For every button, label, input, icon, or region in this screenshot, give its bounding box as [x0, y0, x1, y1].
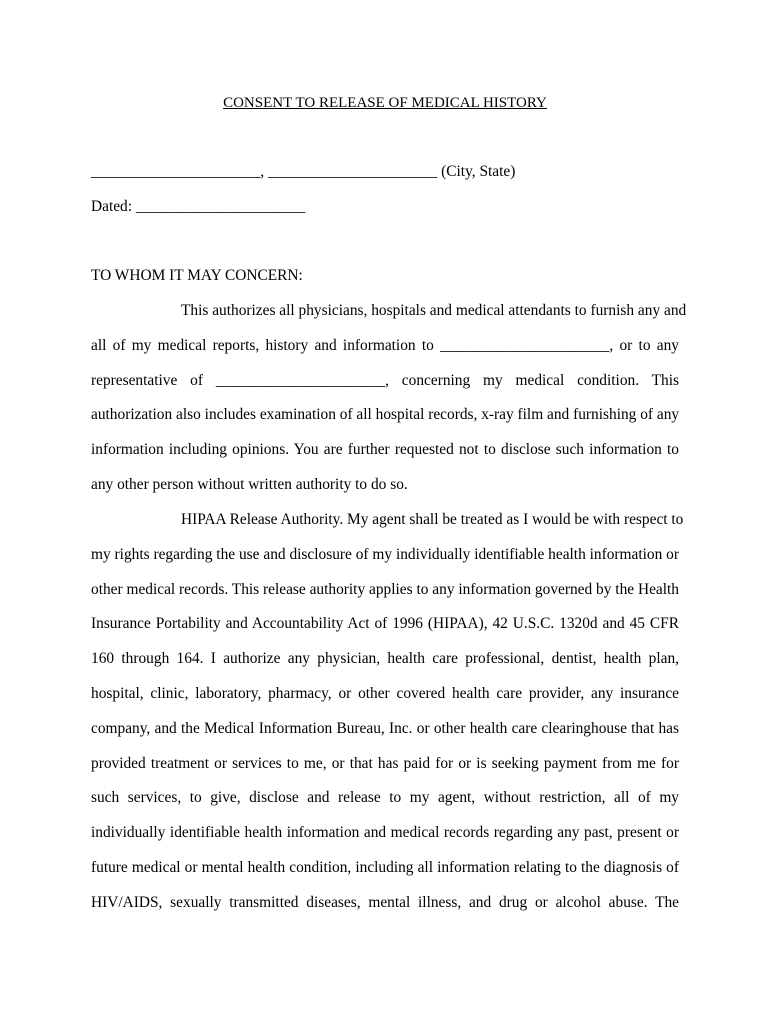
paragraph-line: my rights regarding the use and disclosure of my individually identifiable health information or: [91, 545, 679, 563]
paragraph-line: 160 through 164. I authorize any physician, health care professional, dentist, health plan,: [91, 650, 679, 668]
paragraph-line: other medical records. This release authority applies to any information governed by the Health: [91, 580, 679, 598]
paragraph-line: This authorizes all physicians, hospitals and medical attendants to furnish any and: [181, 302, 687, 319]
paragraph-line: authorization also includes examination of all hospital records, x-ray film and furnishing of any: [91, 406, 680, 424]
document-title: CONSENT TO RELEASE OF MEDICAL HISTORY: [223, 95, 547, 111]
paragraph-line: hospital, clinic, laboratory, pharmacy, or other covered health care provider, any insurance: [91, 684, 679, 702]
authorization-paragraph: [91, 294, 687, 503]
paragraph-line: HIPAA Release Authority. My agent shall be treated as I would be with respect to: [181, 511, 684, 528]
paragraph-line: any other person without written authority to do so.: [91, 475, 408, 493]
hipaa-paragraph: [91, 503, 684, 921]
paragraph-line: provided treatment or services to me, or that has paid for or is seeking payment from me for: [91, 754, 679, 772]
paragraph-line: such services, to give, disclose and release to my agent, without restriction, all of my: [91, 789, 679, 807]
paragraph-line: individually identifiable health information and medical records regarding any past, present or: [91, 824, 679, 842]
paragraph-line: HIV/AIDS, sexually transmitted diseases, mental illness, and drug or alcohol abuse. The: [91, 893, 679, 911]
paragraph-line: information including opinions. You are further requested not to disclose such information to: [91, 441, 679, 459]
dated-line: Dated: ______________________: [91, 198, 306, 215]
salutation: TO WHOM IT MAY CONCERN:: [91, 267, 303, 284]
paragraph-line: representative of ______________________, concerning my medical condition. This: [91, 371, 679, 389]
paragraph-line: Insurance Portability and Accountability Act of 1996 (HIPAA), 42 U.S.C. 1320d and 45 CFR: [91, 615, 679, 633]
paragraph-line: future medical or mental health condition, including all information relating to the diagnosis of: [91, 858, 679, 876]
city-state-line: ______________________, ______________________ (City, State): [91, 163, 516, 180]
paragraph-line: all of my medical reports, history and information to ______________________, or to any: [91, 336, 679, 354]
paragraph-line: company, and the Medical Information Bureau, Inc. or other health care clearinghouse that has: [91, 719, 679, 737]
